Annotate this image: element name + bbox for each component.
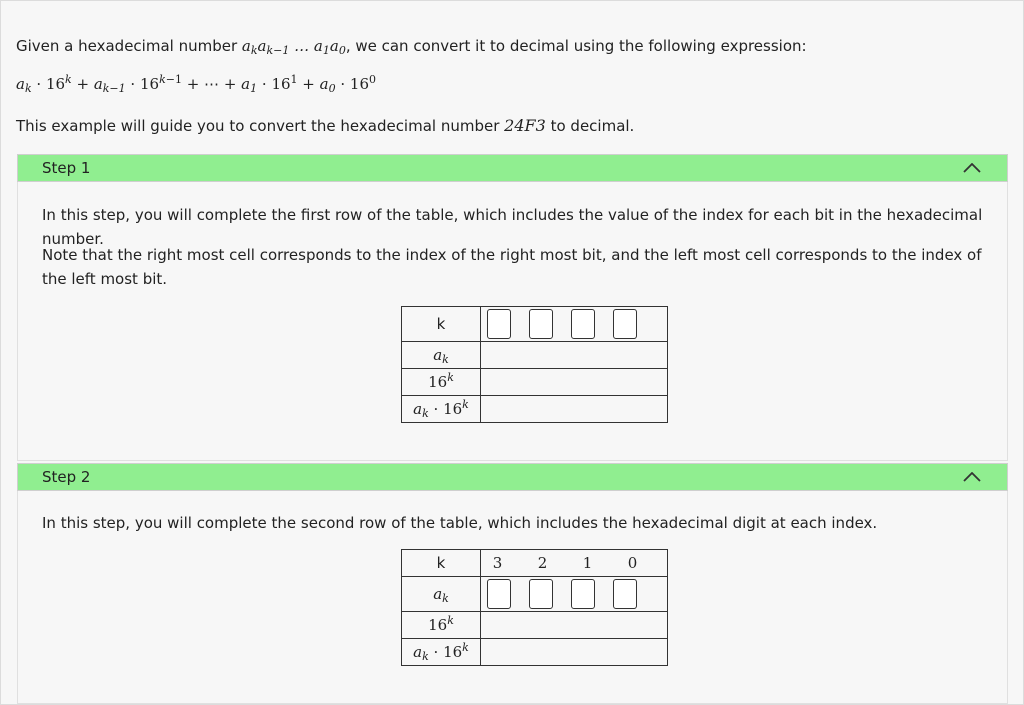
table-row bbox=[402, 369, 668, 396]
product-row-empty bbox=[481, 639, 668, 666]
table-row bbox=[402, 396, 668, 423]
table-row bbox=[402, 639, 668, 666]
index-input-box[interactable] bbox=[613, 309, 637, 339]
intro-line-1 bbox=[16, 37, 807, 55]
row-label-ak-16k: $a_k \cdot 16^k$ bbox=[402, 639, 481, 666]
power-row-empty bbox=[481, 612, 668, 639]
step-1-paragraph-1: In this step, you will complete the first row of the table, which includes the value of the index for each bit in the hexadecimal number. bbox=[42, 206, 983, 248]
index-input-box[interactable] bbox=[571, 309, 595, 339]
row-label-ak: $a_k$ bbox=[402, 577, 481, 612]
table-row bbox=[402, 612, 668, 639]
step-1-table bbox=[401, 306, 668, 423]
row-label-16k: 16$^k$ bbox=[402, 369, 481, 396]
step-2-header[interactable] bbox=[17, 463, 1008, 491]
product-row-empty bbox=[481, 396, 668, 423]
index-value: 3 bbox=[492, 554, 503, 572]
step-1-paragraph-2: Note that the right most cell corresponds to the index of the right most bit, and the left most cell corresponds to the index of the left most bit. bbox=[42, 246, 982, 288]
index-value: 1 bbox=[582, 554, 593, 572]
step-2-table bbox=[401, 549, 668, 666]
row-label-ak-16k: $a_k \cdot 16^k$ bbox=[402, 396, 481, 423]
index-input-box[interactable] bbox=[529, 309, 553, 339]
hex-number-expression: $a_ka_{k-1}$ … $a_1a_0$ bbox=[241, 37, 346, 57]
index-values-row bbox=[481, 550, 668, 577]
table-row bbox=[402, 577, 668, 612]
step-1-title: Step 1 bbox=[42, 159, 91, 177]
step-1-body bbox=[17, 182, 1008, 461]
table-row bbox=[402, 307, 668, 342]
chevron-up-icon[interactable] bbox=[963, 163, 981, 173]
index-input-box[interactable] bbox=[487, 309, 511, 339]
index-input-row bbox=[481, 307, 668, 342]
intro-line-3 bbox=[16, 116, 634, 135]
digit-row-empty bbox=[481, 342, 668, 369]
row-label-16k: 16$^k$ bbox=[402, 612, 481, 639]
step-1-header[interactable] bbox=[17, 154, 1008, 182]
row-label-ak: $a_k$ bbox=[402, 342, 481, 369]
digit-input-box[interactable] bbox=[529, 579, 553, 609]
power-row-empty bbox=[481, 369, 668, 396]
intro-prefix: Given a hexadecimal number bbox=[16, 37, 238, 55]
chevron-up-icon[interactable] bbox=[963, 472, 981, 482]
intro-suffix: , we can convert it to decimal using the following expression: bbox=[345, 37, 807, 55]
row-label-k: k bbox=[402, 307, 481, 342]
step-2-paragraph-1: In this step, you will complete the second row of the table, which includes the hexadecimal digit at each index. bbox=[42, 514, 878, 532]
index-value: 0 bbox=[627, 554, 638, 572]
row-label-k: k bbox=[402, 550, 481, 577]
index-value: 2 bbox=[537, 554, 548, 572]
step-2-title: Step 2 bbox=[42, 468, 91, 486]
digit-input-box[interactable] bbox=[613, 579, 637, 609]
digit-input-row bbox=[481, 577, 668, 612]
table-row bbox=[402, 342, 668, 369]
digit-input-box[interactable] bbox=[571, 579, 595, 609]
step-2-body bbox=[17, 491, 1008, 704]
table-row bbox=[402, 550, 668, 577]
digit-input-box[interactable] bbox=[487, 579, 511, 609]
hex-number: 24F3 bbox=[504, 116, 546, 135]
example-suffix: to decimal. bbox=[550, 117, 635, 135]
conversion-formula: $a_k \cdot 16^k + a_{k-1} \cdot 16^{k-1}$ + ⋯ + $a_1 \cdot 16^1 + a_0 \cdot 16^0$ bbox=[16, 73, 376, 95]
example-prefix: This example will guide you to convert the hexadecimal number bbox=[16, 117, 500, 135]
